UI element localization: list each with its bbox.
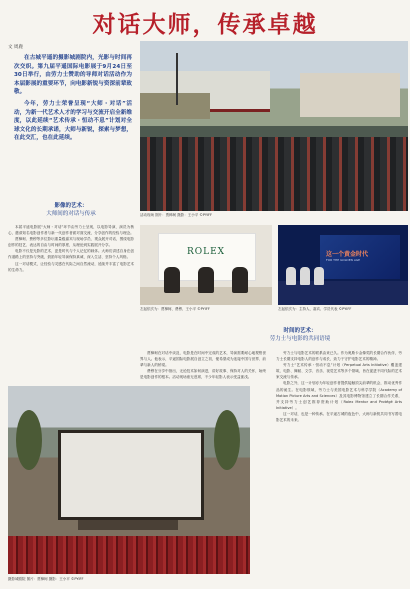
- building-shape: [300, 73, 400, 117]
- audience-shape: [140, 137, 408, 211]
- person-shape: [198, 267, 214, 293]
- photo-outdoor-ceremony: [140, 41, 408, 211]
- photo-caption: 活动现场 图片：贾樟柯 摄影：王小平 ©PYIFF: [140, 213, 213, 217]
- section-heading-line: 影像的艺术：: [54, 203, 88, 209]
- body-paragraph: 电影不仅是光影的艺术，更是时代与个人记忆的载体。大师们讲述自身在创作道路上的坚持与突破，鼓励年轻导演保持真诚、深入生活、坚持个人风格。: [8, 249, 134, 260]
- photo-outdoor-cinema: [8, 386, 250, 574]
- body-paragraph: 劳力士“艺术传承・恒动不息”计划（Perpetual Arts Initiative）覆盖建筑、电影、舞蹈、文学、音乐、视觉艺术等多个领域，旨在促进不同代际的艺术家交流与传承。: [276, 363, 402, 380]
- photo-caption: 摄影城剧院 图片：贾樟柯 摄影：王小平 ©PYIFF: [8, 577, 84, 581]
- body-paragraph: 电影之外，这一计划亦为年轻创作者提供接触顶尖前辈的机会，推动优秀作品的诞生。在电影领域，劳力士与美国电影艺术与科学学院（Academy of Motion Picture Arts and Sciences）及其电影博物馆建立了长期合作关系，并支持劳力士创艺推荐资助计划（Rolex Mentor and Protégé Arts Initiative）。: [276, 381, 402, 410]
- stage-shape: [78, 520, 178, 530]
- building-shape: [140, 93, 210, 119]
- lamp-post-shape: [176, 53, 178, 105]
- body-paragraph: 本届平遥电影展“大师・对话”环节由劳力士呈现，以电影导演、演员为核心，邀请知名电影创作者与新一代创作者面对面交流，分享创作的经验与理念。: [8, 225, 134, 236]
- person-shape: [232, 267, 248, 293]
- body-column: [8, 224, 134, 273]
- lead-paragraph: 今年，劳力士荣誉呈现“大师・对话”活动，为新一代艺术人才的学习与交流开启全新维度，以此延续“艺术传承・恒动不息”计划对全球文化的长期承诺，大师与新锐，探索与梦想，在此交汇，也在此延续。: [14, 100, 132, 142]
- body-paragraph: 劳力士与电影艺术的联系由来已久。作为奥斯卡金像奖的长期合作伙伴，劳力士长期支持电影人的创作与成长，致力于守护电影艺术的精神。: [276, 351, 402, 362]
- tree-shape: [214, 410, 240, 470]
- section-heading-line: 大师间的对话与传承: [46, 210, 96, 217]
- section-heading-line: 劳力士与电影的共同语境: [269, 335, 331, 342]
- body-paragraph: 贾樟柯、费穆等多位影坛重量级嘉宾与现场学员、观众展开对话，围绕电影创作的技艺、表达的自由与时间的厚度，从理论到实践展开分享。: [8, 237, 134, 248]
- photo-blue-stage: [278, 225, 408, 305]
- rolex-logo: ROLEX: [186, 247, 226, 257]
- screen-title: 这一个黄金时代: [326, 251, 369, 258]
- lead-paragraph: 在古城平遥的摄影城剧院内，光影与时间再次交织。第九届平遥国际电影展于9月24日至30日举行，由劳力士赞助的导师对话活动作为本届影展的重要环节，向电影新锐与资深前辈致敬。: [14, 55, 132, 96]
- tree-shape: [16, 410, 42, 470]
- seats-shape: [8, 536, 250, 574]
- body-paragraph: 这一对话，也是一种传承。在平遥古城的夜色中，大师与新锐共同书写着电影艺术的未来。: [276, 411, 402, 423]
- byline: 文 周鹿: [8, 45, 23, 50]
- section-heading: [8, 203, 134, 218]
- person-shape: [314, 267, 324, 285]
- body-column: [276, 350, 402, 423]
- photo-rolex-stage: [140, 225, 272, 305]
- body-column: [140, 350, 266, 380]
- screen-subtitle: FOR THE GOLDEN AGE: [326, 258, 361, 262]
- cinema-screen-shape: [58, 430, 204, 520]
- article-title: 对话大师，传承卓越: [92, 12, 318, 38]
- person-shape: [300, 267, 310, 285]
- body-paragraph: 贾樟柯在对话中谈及，电影是在时间中完成的艺术，导演需要耐心地观察世界与人。他表示，平遥国际电影展自创立之初，便希望成为连接中国与世界、前辈与新人的桥梁。: [140, 351, 266, 368]
- photo-caption: 左起依次为：贾樟柯、费穆、王小平 ©PYIFF: [140, 307, 210, 311]
- section-heading-line: 时间的艺术：: [283, 328, 317, 334]
- person-shape: [286, 267, 296, 285]
- lead-text: [14, 54, 132, 146]
- body-paragraph: 这一对话模式，让经验与灵感在代际之间自然流动，延续并丰富了电影艺术的生命力。: [8, 261, 134, 272]
- section-heading: [230, 328, 370, 343]
- photo-caption: 左起依次为：主持人、嘉宾、学员代表 ©PYIFF: [278, 307, 352, 311]
- body-paragraph: 费穆在分享中指出，无论技术如何演进，讲好故事、保持对人的关怀，始终是电影创作的根本。活动现场座无虚席，不少年轻影人表示受益匪浅。: [140, 369, 266, 380]
- person-shape: [164, 267, 180, 293]
- floor-shape: [278, 281, 408, 305]
